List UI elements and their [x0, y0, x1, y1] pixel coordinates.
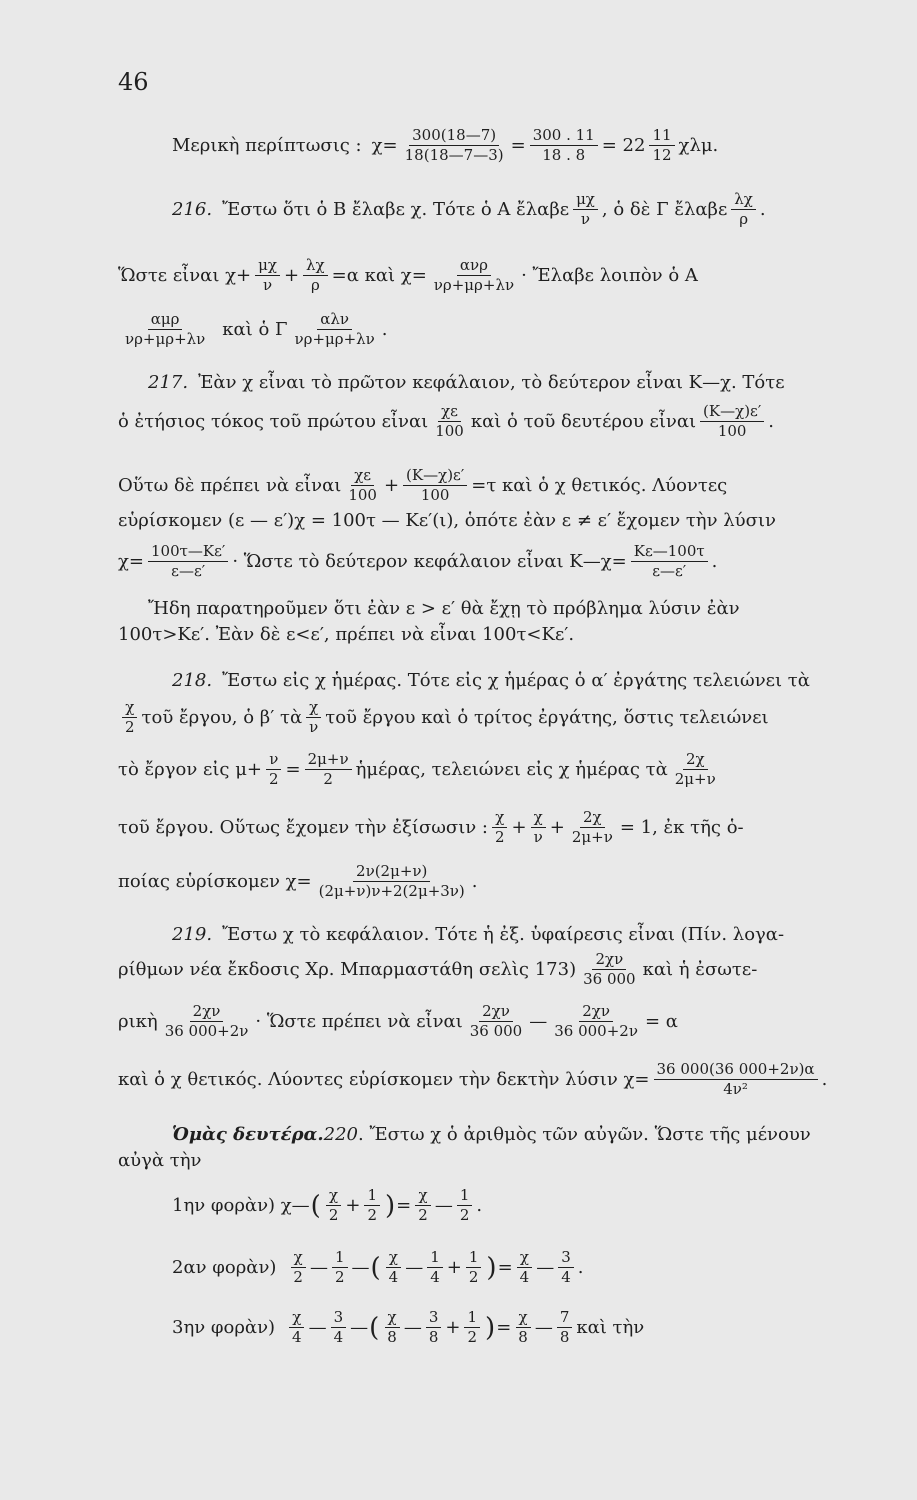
fraction: [386, 1250, 402, 1285]
text: .: [381, 318, 388, 340]
text: —: [351, 1256, 370, 1278]
text: =: [497, 1256, 513, 1278]
denominator: 2: [125, 718, 135, 736]
problem-number: 217.: [148, 372, 189, 393]
numerator: 2μ+ν: [305, 752, 352, 770]
text: +: [446, 1256, 462, 1278]
text: .: [476, 1194, 483, 1216]
row-second-time: [172, 1250, 812, 1285]
denominator: 2: [467, 1328, 478, 1346]
text: ποίας εὑρίσκομεν χ=: [118, 870, 312, 892]
denominator: 4: [519, 1268, 530, 1286]
fraction: [631, 544, 708, 579]
numerator: 2ν(2μ+ν): [353, 864, 430, 882]
problem-number: 216.: [172, 198, 213, 220]
denominator: 2: [418, 1206, 428, 1224]
text: —: [403, 1316, 422, 1338]
text: +: [345, 1194, 361, 1216]
text: τοῦ ἔργου. Οὕτως ἔχομεν τὴν ἐξίσωσιν :: [118, 816, 488, 838]
text: —: [350, 1316, 369, 1338]
text: καὶ ὁ τοῦ δευτέρου εἶναι: [470, 410, 697, 432]
text: ρίθμων νέα ἔκδοσις Χρ. Μπαρμαστάθη σελὶς 173): [118, 958, 577, 980]
text: Ἔστω εἰς χ ἡμέρας. Τότε εἰς χ ἡμέρας ὁ α′ ἐργάτης τελειώνει τὰ: [222, 670, 810, 691]
fraction: [573, 192, 598, 227]
numerator: 1: [466, 1250, 482, 1268]
numerator: χε: [438, 404, 461, 422]
text: —: [529, 1010, 548, 1032]
numerator: 1: [427, 1250, 443, 1268]
denominator: 2μ+ν: [674, 770, 716, 788]
paren-open: (: [369, 1312, 380, 1343]
denominator: 2: [328, 1206, 339, 1224]
fraction: [530, 128, 598, 163]
fraction: [122, 312, 208, 347]
line-11: [118, 626, 798, 644]
text: .: [821, 1068, 828, 1090]
line-15: [118, 810, 894, 845]
numerator: χ: [415, 1188, 430, 1206]
fraction: [345, 468, 380, 503]
fraction: [649, 128, 674, 163]
denominator: 4: [388, 1268, 399, 1286]
denominator: 8: [559, 1328, 570, 1346]
numerator: χ: [386, 1250, 401, 1268]
text: τοῦ ἔργου καὶ ὁ τρίτος ἐργάτης, ὅστις τελειώνει: [325, 706, 769, 728]
text: = 1, ἐκ τῆς ὁ-: [619, 816, 744, 838]
label: Μερικὴ περίπτωσις :: [172, 134, 362, 156]
line-4: [118, 312, 798, 347]
fraction: [384, 1310, 400, 1345]
line-3: [118, 258, 894, 293]
denominator: ν: [580, 210, 591, 228]
text: +: [549, 816, 565, 838]
numerator: 7: [557, 1310, 573, 1328]
fraction: [551, 1004, 641, 1039]
text: —: [405, 1256, 424, 1278]
fraction: [290, 1250, 306, 1285]
numerator: λχ: [731, 192, 756, 210]
row-third-time: [172, 1310, 872, 1345]
line-14: [118, 752, 894, 787]
line-19: [118, 1004, 894, 1039]
numerator: χ: [306, 700, 321, 718]
line-13: [118, 700, 894, 735]
fraction: [162, 1004, 252, 1039]
problem-217: [148, 374, 892, 392]
numerator: χε: [351, 468, 374, 486]
denominator: 2: [334, 1268, 345, 1286]
text: = α: [644, 1010, 678, 1032]
numerator: 3: [558, 1250, 574, 1268]
numerator: 2χν: [479, 1004, 513, 1022]
fraction: [432, 404, 467, 439]
fraction: [306, 700, 321, 735]
numerator: λχ: [303, 258, 328, 276]
fraction: [292, 312, 378, 347]
denominator: 36 000: [469, 1022, 523, 1040]
text: καὶ ἡ ἐσωτε-: [642, 958, 758, 980]
denominator: ν: [533, 828, 543, 846]
text: +: [383, 474, 400, 496]
denominator: νρ+μρ+λν: [433, 276, 515, 294]
denominator: 2μ+ν: [571, 828, 613, 846]
denominator: νρ+μρ+λν: [125, 330, 206, 348]
numerator: 11: [649, 128, 674, 146]
fraction: [569, 810, 616, 845]
numerator: αλν: [317, 312, 352, 330]
numerator: 3: [331, 1310, 347, 1328]
numerator: 2χν: [579, 1004, 613, 1022]
denominator: 2: [468, 1268, 479, 1286]
fraction: [303, 258, 328, 293]
line-18: [118, 952, 894, 987]
numerator: 300 . 11: [530, 128, 598, 146]
denominator: 100: [348, 486, 377, 504]
denominator: 100: [435, 422, 464, 440]
denominator: 18 . 8: [542, 146, 586, 164]
text: =: [510, 134, 526, 156]
fraction: [316, 864, 468, 899]
fraction: [122, 700, 138, 735]
fraction: [457, 1188, 473, 1223]
text: ἡμέρας, τελειώνει εἰς χ ἡμέρας τὰ: [355, 758, 668, 780]
text: χλμ.: [678, 134, 719, 156]
denominator: ρ: [739, 210, 749, 228]
fraction: [266, 752, 282, 787]
numerator: 2χν: [592, 952, 626, 970]
row-label: 1ην φορὰν) χ—: [172, 1194, 310, 1216]
text: +: [445, 1316, 461, 1338]
denominator: 4: [561, 1268, 571, 1286]
numerator: (Κ—χ)ε′: [700, 404, 764, 422]
text: καὶ ὁ χ θετικός. Λύοντες εὑρίσκομεν τὴν δεκτὴν λύσιν χ=: [118, 1068, 650, 1090]
text: =: [285, 758, 301, 780]
fraction: [492, 810, 508, 845]
fraction: [255, 258, 280, 293]
row-first-time: [172, 1188, 812, 1223]
problem-number: 220: [323, 1124, 359, 1145]
numerator: 1: [364, 1188, 380, 1206]
numerator: 2χ: [580, 810, 605, 828]
fraction: [672, 752, 719, 787]
fraction: [731, 192, 756, 227]
line-20: [118, 1062, 894, 1097]
text: —: [308, 1316, 327, 1338]
line-22: [118, 1152, 798, 1170]
section-title: Ὁμὰς δευτέρα.: [172, 1124, 324, 1145]
text: —: [434, 1194, 453, 1216]
fraction: [364, 1188, 380, 1223]
text: Ἐὰν χ εἶναι τὸ πρῶτον κεφάλαιον, τὸ δεύτερον εἶναι Κ—χ. Τότε: [198, 372, 785, 393]
numerator: 2χν: [190, 1004, 224, 1022]
denominator: 4: [292, 1328, 302, 1346]
text: · Ὥστε πρέπει νὰ εἶναι: [255, 1010, 463, 1032]
problem-number: 218.: [172, 670, 213, 691]
row-label: 2αν φορὰν): [172, 1256, 277, 1278]
numerator: ανρ: [457, 258, 491, 276]
denominator: (2μ+ν)ν+2(2μ+3ν): [318, 882, 465, 900]
text: +: [283, 264, 300, 286]
line-8: [118, 512, 894, 530]
denominator: 8: [387, 1328, 397, 1346]
fraction: [557, 1310, 573, 1345]
text: Οὕτω δὲ πρέπει νὰ εἶναι: [118, 474, 342, 496]
numerator: χ: [492, 810, 507, 828]
numerator: 300(18—7): [409, 128, 499, 146]
denominator: ρ: [310, 276, 320, 294]
denominator: 2: [367, 1206, 378, 1224]
text: καὶ ὁ Γ: [222, 318, 288, 340]
numerator: (Κ—χ)ε′: [403, 468, 467, 486]
text: αὐγὰ τὴν: [118, 1150, 202, 1171]
text: —: [534, 1316, 553, 1338]
denominator: 36 000+2ν: [164, 1022, 249, 1040]
text: καὶ τὴν: [576, 1316, 645, 1338]
problem-220: [172, 1126, 892, 1144]
text: · Ἔλαβε λοιπὸν ὁ Α: [521, 264, 698, 286]
text: χ=: [371, 134, 398, 156]
denominator: 2: [494, 828, 505, 846]
text: , ὁ δὲ Γ ἔλαβε: [601, 198, 728, 220]
numerator: ν: [266, 752, 281, 770]
numerator: χ: [385, 1310, 400, 1328]
text: .: [759, 198, 766, 220]
text: Ὥστε εἶναι χ+: [118, 264, 252, 286]
denominator: 8: [428, 1328, 439, 1346]
problem-number: 219.: [172, 924, 213, 945]
numerator: χ: [326, 1188, 341, 1206]
denominator: 8: [518, 1328, 528, 1346]
line-partial-case: [172, 128, 792, 163]
fraction: [415, 1188, 431, 1223]
fraction: [466, 1250, 482, 1285]
text: . Ἔστω χ ὁ ἀριθμὸς τῶν αὐγῶν. Ὥστε τῆς μένουν: [358, 1124, 811, 1145]
row-label: 3ην φορὰν): [172, 1316, 276, 1338]
denominator: 100: [420, 486, 450, 504]
denominator: ν: [262, 276, 273, 294]
text: εὑρίσκομεν (ε — ε′)χ = 100τ — Κε′(ι), ὁπότε ἐὰν ε ≠ ε′ ἔχομεν τὴν λύσιν: [118, 510, 776, 531]
numerator: 2χ: [683, 752, 708, 770]
numerator: 1: [332, 1250, 348, 1268]
denominator: 100: [717, 422, 747, 440]
line-6: [118, 404, 894, 439]
numerator: μχ: [573, 192, 598, 210]
numerator: χ: [289, 1310, 304, 1328]
fraction: [426, 1310, 442, 1345]
denominator: ν: [309, 718, 319, 736]
text: 100τ>Κε′. Ἐὰν δὲ ε<ε′, πρέπει νὰ εἶναι 100τ<Κε′.: [118, 624, 575, 645]
denominator: 4: [333, 1328, 344, 1346]
fraction: [531, 810, 546, 845]
fraction: [289, 1310, 305, 1345]
paren-open: (: [310, 1190, 321, 1221]
denominator: 36 000: [583, 970, 636, 988]
numerator: 3: [426, 1310, 442, 1328]
denominator: ε—ε′: [171, 562, 206, 580]
denominator: 12: [652, 146, 672, 164]
fraction: [580, 952, 639, 987]
text: .: [577, 1256, 584, 1278]
text: Ἤδη παρατηροῦμεν ὅτι ἐὰν ε > ε′ θὰ ἔχῃ τὸ πρόβλημα λύσιν ἐὰν: [148, 598, 740, 619]
fraction: [332, 1250, 348, 1285]
text: +: [511, 816, 527, 838]
text: τὸ ἔργον εἰς μ+: [118, 758, 262, 780]
line-10: [148, 600, 892, 618]
fraction: [517, 1250, 533, 1285]
fraction: [558, 1250, 574, 1285]
denominator: 36 000+2ν: [554, 1022, 638, 1040]
fraction: [654, 1062, 818, 1097]
fraction: [700, 404, 764, 439]
problem-216: [172, 192, 892, 227]
text: · Ὥστε τὸ δεύτερον κεφάλαιον εἶναι Κ—χ=: [232, 550, 627, 572]
text: —: [309, 1256, 328, 1278]
numerator: χ: [531, 810, 546, 828]
text: =: [496, 1316, 512, 1338]
text: ὁ ἐτήσιος τόκος τοῦ πρώτου εἶναι: [118, 410, 429, 432]
fraction: [331, 1310, 347, 1345]
text: .: [768, 410, 774, 432]
text: Ἔστω ὅτι ὁ Β ἔλαβε χ. Τότε ὁ Α ἔλαβε: [222, 198, 570, 220]
fraction: [515, 1310, 531, 1345]
text: ρικὴ: [118, 1010, 158, 1032]
numerator: χ: [122, 700, 137, 718]
denominator: 2: [268, 770, 279, 788]
denominator: 2: [293, 1268, 303, 1286]
denominator: 4ν²: [723, 1080, 748, 1098]
text: = 22: [601, 134, 646, 156]
numerator: 100τ—Κε′: [148, 544, 228, 562]
text: =τ καὶ ὁ χ θετικός. Λύοντες: [471, 474, 728, 496]
denominator: 2: [459, 1206, 470, 1224]
numerator: Κε—100τ: [631, 544, 708, 562]
fraction: [402, 128, 507, 163]
fraction: [431, 258, 517, 293]
fraction: [326, 1188, 342, 1223]
text: =α καὶ χ=: [331, 264, 427, 286]
text: =: [396, 1194, 412, 1216]
text: .: [471, 870, 478, 892]
line-16: [118, 864, 798, 899]
fraction: [467, 1004, 526, 1039]
denominator: νρ+μρ+λν: [294, 330, 375, 348]
numerator: χ: [516, 1310, 531, 1328]
page-number: 46: [118, 68, 149, 96]
fraction: [427, 1250, 443, 1285]
text: τοῦ ἔργου, ὁ β′ τὰ: [141, 706, 303, 728]
text: —: [536, 1256, 555, 1278]
numerator: 1: [457, 1188, 473, 1206]
paren-close: ): [485, 1312, 496, 1343]
fraction: [305, 752, 352, 787]
fraction: [403, 468, 467, 503]
paren-open: (: [370, 1252, 381, 1283]
denominator: ε—ε′: [652, 562, 687, 580]
denominator: 2: [323, 770, 333, 788]
text: .: [711, 550, 718, 572]
paren-close: ): [486, 1252, 497, 1283]
numerator: χ: [291, 1250, 306, 1268]
numerator: χ: [517, 1250, 532, 1268]
text: Ἔστω χ τὸ κεφάλαιον. Τότε ἡ ἐξ. ὑφαίρεσις εἶναι (Πίν. λογα-: [222, 924, 785, 945]
numerator: αμρ: [148, 312, 183, 330]
fraction: [464, 1310, 480, 1345]
denominator: 18(18—7—3): [404, 146, 504, 164]
denominator: 4: [430, 1268, 440, 1286]
problem-218: [172, 672, 892, 690]
problem-219: [172, 926, 892, 944]
line-9: [118, 544, 894, 579]
text: χ=: [118, 550, 144, 572]
paren-close: ): [385, 1190, 396, 1221]
line-7: [118, 468, 894, 503]
fraction: [148, 544, 228, 579]
numerator: 1: [464, 1310, 480, 1328]
numerator: 36 000(36 000+2ν)α: [654, 1062, 818, 1080]
numerator: μχ: [255, 258, 280, 276]
